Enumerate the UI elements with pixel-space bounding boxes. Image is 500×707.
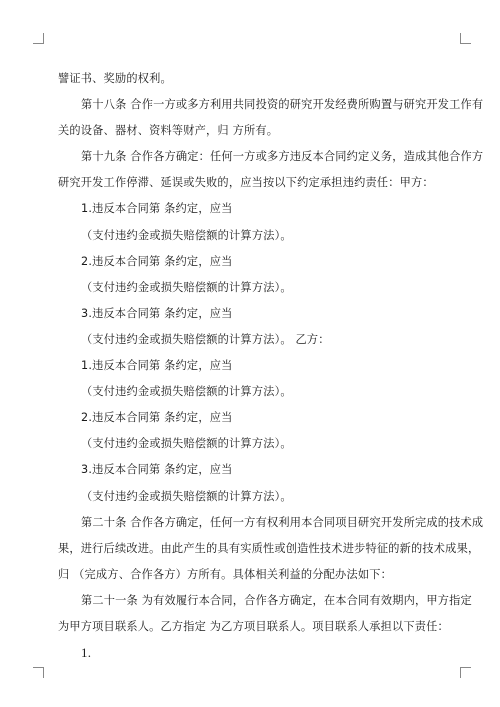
text-line: 第二十条 合作各方确定，任何一方有权利用本合同项目研究开发所完成的技术成 [81,515,484,529]
text-line: 1. [81,645,92,661]
text-line: 3.违反本合同第 条约定，应当 [81,306,233,320]
text-line: 研究开发工作停滞、延误或失败的，应当按以下约定承担违约责任：甲方： [58,176,434,190]
text-line: 为甲方项目联系人。乙方指定 为乙方项目联系人。项目联系人承担以下责任： [58,619,449,633]
crop-mark-top-left [33,33,44,44]
text-line: 果，进行后续改进。由此产生的具有实质性或创造性技术进步特征的新的技术成果， [58,541,480,555]
text-line: （支付违约金或损失赔偿额的计算方法）。 [81,280,292,294]
text-line: （支付违约金或损失赔偿额的计算方法）。 [81,385,292,399]
crop-mark-top-right [460,33,471,44]
text-line: 2.违反本合同第 条约定，应当 [81,411,233,425]
crop-mark-bottom-right [460,667,471,678]
text-line: 1.违反本合同第 条约定，应当 [81,359,233,373]
text-line: 譬证书、奖励的权利。 [58,72,172,85]
document-body [58,66,484,666]
text-line: 第十九条 合作各方确定：任何一方或多方违反本合同约定义务，造成其他合作方 [81,150,484,164]
text-line: （支付违约金或损失赔偿额的计算方法）。 [81,228,292,242]
text-line: （支付违约金或损失赔偿额的计算方法）。 [81,489,292,503]
text-line: （支付违约金或损失赔偿额的计算方法）。 乙方： [81,332,330,346]
text-line: 1.违反本合同第 条约定，应当 [81,202,233,216]
text-line: 第二十一条 为有效履行本合同，合作各方确定，在本合同有效期内，甲方指定 [81,593,472,607]
text-line: 2.违反本合同第 条约定，应当 [81,254,233,268]
text-line: 归 （完成方、合作各方）方所有。具体相关利益的分配办法如下： [58,567,392,581]
crop-mark-bottom-left [33,667,44,678]
text-line: 第十八条 合作一方或多方利用共同投资的研究开发经费所购置与研究开发工作有 [81,98,484,112]
text-line: （支付违约金或损失赔偿额的计算方法）。 [81,437,292,451]
text-line: 关的设备、器材、资料等财产，归 方所有。 [58,124,279,138]
text-line: 3.违反本合同第 条约定，应当 [81,463,233,477]
